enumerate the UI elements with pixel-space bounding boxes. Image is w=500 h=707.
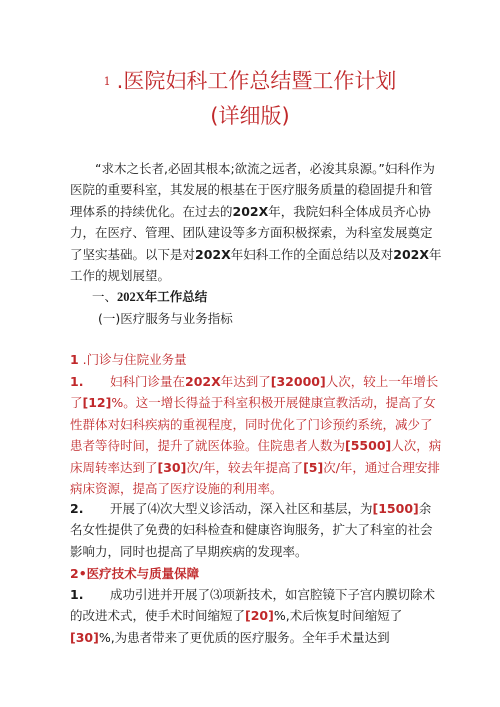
item-number: 1. (70, 587, 84, 602)
value-growth: [12] (82, 395, 112, 411)
item-text: 成功引进并开展了⑶项新技术，如宫腔镜下子宫内膜切除术的改进术式，使手术时间缩短了 (70, 587, 436, 624)
section-year: 202X (117, 290, 145, 304)
value-turnover-increase: [5] (303, 459, 324, 475)
value-women-served: [1500] (372, 501, 419, 516)
year-label: 202X (195, 246, 231, 262)
value-inpatients: [5500] (345, 438, 392, 454)
value-recovery-time: [30] (70, 629, 99, 645)
heading-tech-quality: 2•医疗技术与质量保障 (70, 566, 200, 581)
item-text: 人次，病床周转率达到了 (70, 438, 442, 475)
item-text: 余名女性提供了免费的妇科检查和健康咨询服务，扩大了科室的社会影响力，同时也提高了早期疾病的发现率。 (70, 501, 433, 559)
subsection-heading: (一)医疗服务与业务指标 (98, 311, 233, 326)
item-text: %,为患者带来了更优质的医疗服务。全年手术量达到 (98, 629, 390, 645)
item-text: 妇科门诊量在 (110, 374, 186, 389)
year-label: 202X (185, 374, 221, 389)
intro-text: 年，我院妇科全体成员齐心协力，在医疗、管理、团队建设等多方面积极探索，为科室发展奠定了坚实基础。以下是对 (70, 203, 433, 262)
item-text: 次/年，通过合理安排病床资源，提高了医疗设施的利用率。 (70, 459, 440, 497)
intro-paragraph (70, 158, 442, 286)
section-title: 年工作总结 (144, 290, 208, 304)
year-label: 202X (232, 203, 269, 219)
intro-text: 年工作的规划展望。 (70, 246, 442, 284)
intro-quote: “求木之长者,必固其根本;欲流之远者，必浚其泉源。” (95, 161, 385, 176)
title-number: 1 (103, 75, 111, 88)
section-prefix: 一、 (92, 289, 118, 304)
section-heading-1 (92, 286, 432, 308)
intro-text: 年妇科工作的全面总结以及对 (230, 246, 394, 262)
intro-text: 妇科作为医院的重要科室，其发展的根基在于医疗服务质量的稳固提升和管理体系的持续优化。在过去的 (70, 161, 435, 219)
value-surgery-time: [20] (245, 608, 274, 624)
item-text: %,术后恢复时间缩短了 (273, 608, 403, 624)
item-number: 2. (70, 501, 84, 516)
item-text: 人次，较上一年增长了 (70, 374, 439, 411)
item-number: 1. (70, 374, 84, 389)
doc-title-line1 (0, 66, 500, 97)
item-new-techniques (70, 584, 442, 648)
heading-number: 1 (70, 352, 79, 367)
value-turnover: [30] (157, 459, 187, 475)
item-text: 年达到了 (220, 374, 271, 389)
year-label: 202X (393, 246, 429, 262)
heading-outpatient (70, 349, 442, 370)
value-outpatient: [32000] (270, 374, 326, 389)
item-text: 次/年，较去年提高了 (186, 459, 304, 475)
item-free-clinics (70, 498, 442, 562)
item-text: %。这一增长得益于科室积极开展健康宣教活动，提高了女性群体对妇科疾病的重视程度，同时优化了门诊预约系统，减少了患者等待时间，提升了就医体验。住院患者人数为 (70, 395, 436, 454)
item-text: 开展了⑷次大型义诊活动，深入社区和基层，为 (110, 501, 373, 516)
heading-text: .门诊与住院业务量 (78, 352, 187, 367)
doc-title-line2: (详细版) (210, 104, 290, 128)
item-outpatient-volume (70, 371, 442, 499)
title-text: .医院妇科工作总结暨工作计划 (116, 69, 397, 93)
